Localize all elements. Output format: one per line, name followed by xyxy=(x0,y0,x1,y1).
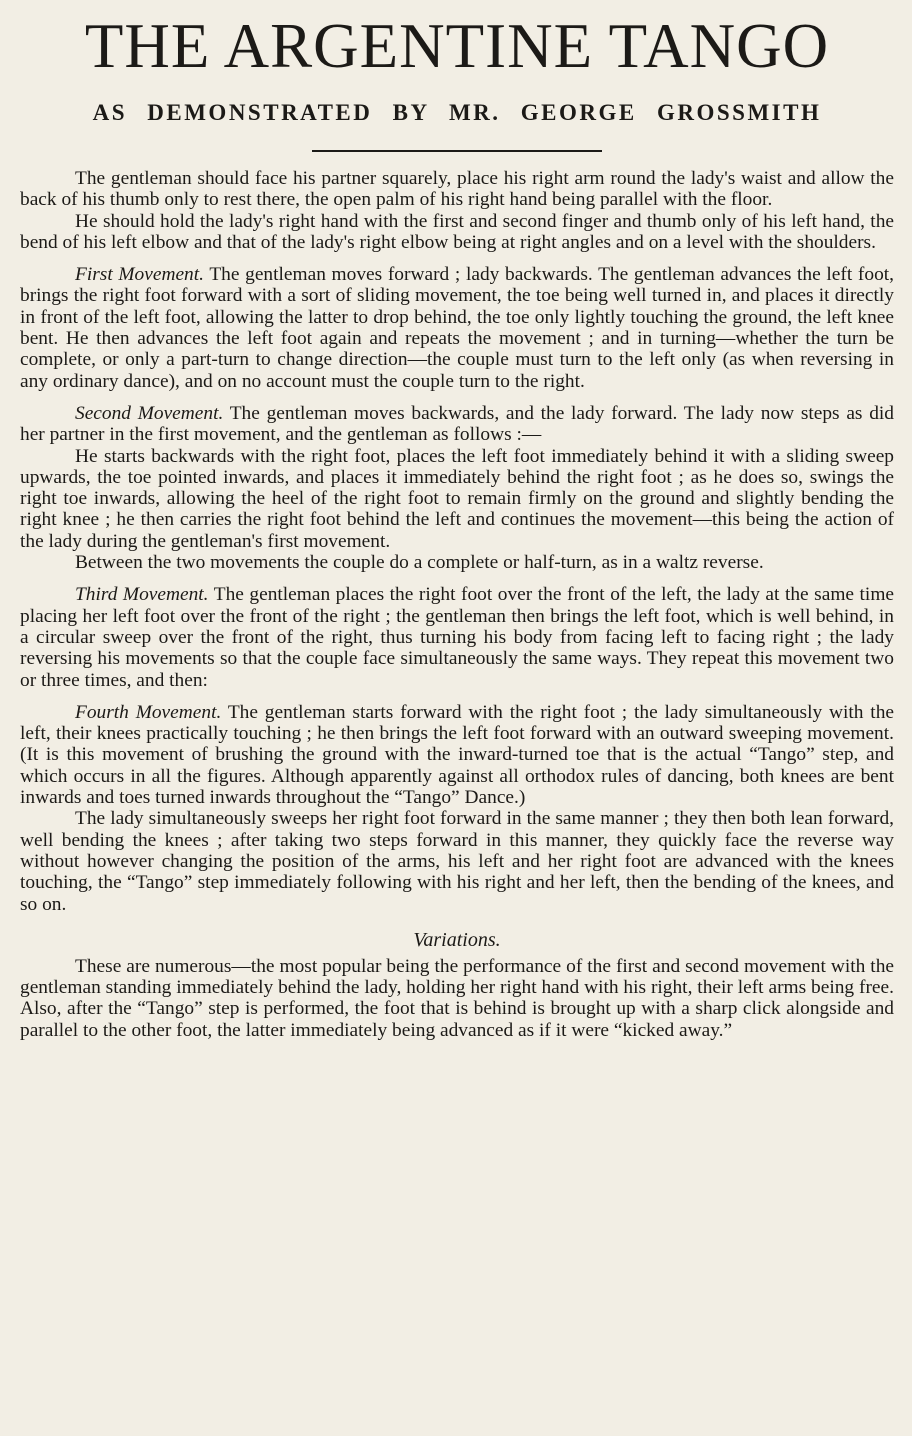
first-movement-heading: First Movement. xyxy=(75,264,204,286)
title-divider xyxy=(312,150,602,152)
paragraph-hold-hand: He should hold the lady's right hand with the first and second finger and thumb only of his left hand, the bend of his left elbow and that of the lady's right elbow being at right angles and on a level with the shoulders. xyxy=(20,210,894,253)
paragraph-between-movements: Between the two movements the couple do a complete or half-turn, as in a waltz reverse. xyxy=(75,552,764,574)
paragraph-second-movement xyxy=(20,403,894,446)
first-movement-text: The gentleman moves forward ; lady backwards. The gentleman advances the left foot, brings the right foot forward with a sort of sliding movement, the toe being well turned in, and places it directly in front of the left foot, allowing the latter to drop behind, the toe only lightly touching the ground, the left knee bent. He then advances the left foot again and repeats the movement ; and in turning—whether the turn be complete, or only a part-turn to change direction—the couple must turn to the left only (as when reversing in any ordinary dance), and on no account must the couple turn to the right. xyxy=(20,264,894,392)
paragraph-third-movement xyxy=(20,584,894,690)
second-movement-heading: Second Movement. xyxy=(75,402,224,424)
page-subtitle: AS DEMONSTRATED BY MR. GEORGE GROSSMITH xyxy=(92,100,822,125)
third-movement-heading: Third Movement. xyxy=(75,584,209,606)
page-title: THE ARGENTINE TANGO xyxy=(84,11,830,81)
second-movement-text: The gentleman moves backwards, and the lady forward. The lady now steps as did her partner in the first movement, and the gentleman as follows :— xyxy=(20,402,894,446)
paragraph-variations: These are numerous—the most popular being the performance of the first and second movement with the gentleman standing immediately behind the lady, holding her right hand with his right, their left arms being free. Also, after the “Tango” step is performed, the foot that is behind is brought up with a sharp click alongside and parallel to the other foot, the latter immediately being advanced as if it were “kicked away.” xyxy=(20,955,894,1041)
paragraph-lady-sweeps: The lady simultaneously sweeps her right foot forward in the same manner ; they then both lean forward, well bending the knees ; after taking two steps forward in this manner, they quickly face the reverse way without however changing the position of the arms, his left and her right foot are advanced with the knees touching, the “Tango” step immediately following with his right and her left, then the bending of the knees, and so on. xyxy=(20,808,894,915)
fourth-movement-heading: Fourth Movement. xyxy=(75,701,222,723)
paragraph-fourth-movement xyxy=(20,702,894,808)
variations-heading: Variations. xyxy=(413,928,501,951)
document-page xyxy=(20,10,894,1041)
paragraph-second-movement-steps: He starts backwards with the right foot, places the left foot immediately behind it with a sliding sweep upwards, the toe pointed inwards, and places it immediately behind the right foot ; as he does so, swings the right toe inwards, allowing the heel of the right foot to remain firmly on the ground and slightly bending the right knee ; he then carries the right foot behind the left and continues the movement—this being the action of the lady during the gentleman's first movement. xyxy=(20,445,894,552)
article-body xyxy=(20,168,894,1041)
paragraph-hold-waist: The gentleman should face his partner squarely, place his right arm round the lady's waist and allow the back of his thumb only to rest there, the open palm of his right hand being parallel with the floor. xyxy=(20,168,894,211)
third-movement-text: The gentleman places the right foot over the front of the left, the lady at the same time placing her left foot over the front of the right ; the gentleman then brings the left foot, which is well behind, in a circular sweep over the front of the right, thus turning his body from facing left to facing right ; the lady reversing his movements so that the couple face simultaneously the same ways. They repeat this movement two or three times, and then: xyxy=(20,584,895,691)
paragraph-first-movement xyxy=(20,264,894,392)
fourth-movement-text: The gentleman starts forward with the right foot ; the lady simultaneously with the left, their knees practically touching ; he then brings the left foot forward with an outward sweeping movement. (It is this movement of brushing the ground with the inward-turned toe that is the actual “Tango” step, and which occurs in all the figures. Although apparently against all orthodox rules of dancing, both knees are bent inwards and toes turned inwards throughout the “Tango” Dance.) xyxy=(20,701,894,809)
